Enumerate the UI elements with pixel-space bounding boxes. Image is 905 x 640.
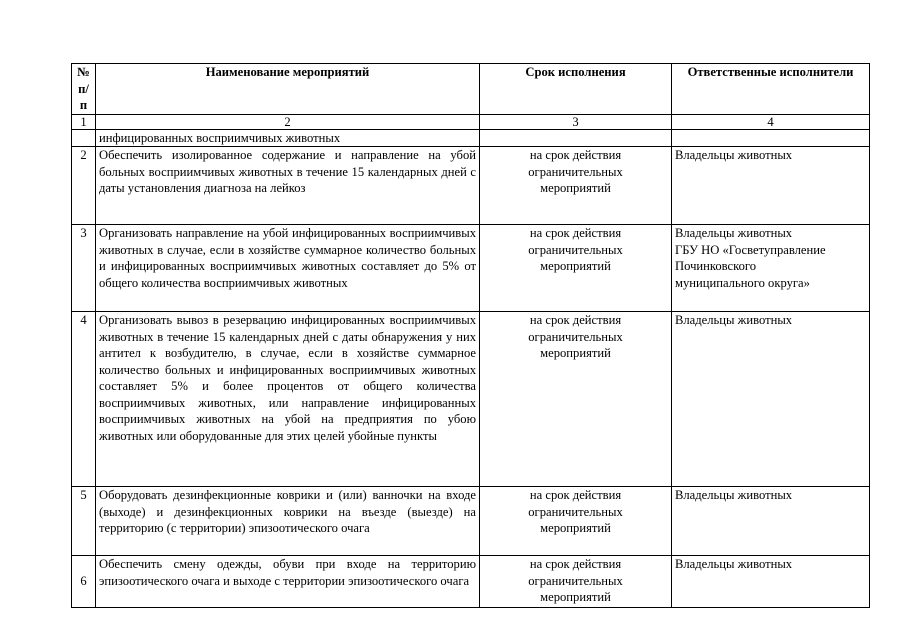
header-num: № п/п [72, 64, 96, 115]
row-num: 2 [72, 147, 96, 225]
continuation-row [72, 129, 870, 147]
responsible-line: муниципального округа» [675, 275, 810, 290]
header-name: Наименование мероприятий [96, 64, 480, 115]
row-responsible [672, 487, 870, 556]
responsible-line: ГБУ НО «Госветуправление [675, 242, 826, 257]
deadline-line: ограничительных [528, 504, 623, 519]
row-responsible [672, 556, 870, 608]
row-num: 5 [72, 487, 96, 556]
row-deadline [480, 225, 672, 312]
row-responsible [672, 312, 870, 487]
row-num: 6 [72, 556, 96, 608]
row-deadline [480, 487, 672, 556]
table-row [72, 312, 870, 487]
deadline-line: на срок действия [529, 226, 622, 240]
row-deadline [480, 312, 672, 487]
continuation-text: инфицированных восприимчивых животных [96, 129, 480, 147]
deadline-line: на срок действия [529, 313, 622, 327]
column-index: 4 [672, 114, 870, 129]
header-deadline: Срок исполнения [480, 64, 672, 115]
column-index: 3 [480, 114, 672, 129]
row-measure-name: Организовать вывоз в резервацию инфицированных восприимчивых животных в течение 15 календарных дней с даты обнаружения у них антител к возбудителю, в случае, если в хозяйстве суммарное количество больных и инфицированных восприимчивых животных составляет 5% и более процентов от общего количества восприимчивых животных, или направление инфицированных восприимчивых животных на убой на предприятия по убою животных или оборудованные для этих целей убойные пункты [96, 312, 480, 487]
deadline-line: ограничительных [528, 164, 623, 179]
deadline-line: на срок действия [529, 488, 622, 502]
responsible-line: Владельцы животных [675, 557, 793, 571]
responsible-line: Владельцы животных [675, 313, 793, 327]
deadline-line: мероприятий [540, 181, 611, 195]
column-index: 2 [96, 114, 480, 129]
column-index-row [72, 114, 870, 129]
deadline-line: мероприятий [540, 521, 611, 535]
row-measure-name: Организовать направление на убой инфицированных восприимчивых животных в случае, если в хозяйстве суммарное количество больных и инфицированных восприимчивых животных составляет до 5% от общего количества восприимчивых животных [96, 225, 480, 312]
row-measure-name: Обеспечить изолированное содержание и направление на убой больных восприимчивых животных в течение 15 календарных дней с даты установления диагноза на лейкоз [96, 147, 480, 225]
deadline-line: мероприятий [540, 259, 611, 273]
column-index: 1 [72, 114, 96, 129]
continuation-responsible [672, 129, 870, 147]
responsible-line: Владельцы животных [675, 148, 793, 162]
row-deadline [480, 147, 672, 225]
deadline-line: на срок действия [529, 557, 622, 571]
deadline-line: ограничительных [528, 573, 623, 588]
continuation-deadline [480, 129, 672, 147]
table-header-row [72, 64, 870, 115]
measures-table [71, 63, 870, 608]
row-responsible [672, 147, 870, 225]
table-row [72, 556, 870, 608]
row-num: 4 [72, 312, 96, 487]
row-measure-name: Обеспечить смену одежды, обуви при входе на территорию эпизоотического очага и выходе с территории эпизоотического очага [96, 556, 480, 608]
row-deadline [480, 556, 672, 608]
table-row [72, 487, 870, 556]
deadline-line: ограничительных [528, 329, 623, 344]
deadline-line: мероприятий [540, 590, 611, 604]
row-num: 3 [72, 225, 96, 312]
table-row [72, 225, 870, 312]
responsible-line: Починковского [675, 259, 757, 273]
row-responsible [672, 225, 870, 312]
table-row [72, 147, 870, 225]
continuation-num [72, 129, 96, 147]
responsible-line: Владельцы животных [675, 488, 793, 502]
header-responsible: Ответственные исполнители [672, 64, 870, 115]
responsible-line: Владельцы животных [675, 226, 793, 240]
row-measure-name: Оборудовать дезинфекционные коврики и (или) ванночки на входе (выходе) и дезинфекционных коврики на въезде (выезде) на территорию (с территории) эпизоотического очага [96, 487, 480, 556]
deadline-line: ограничительных [528, 242, 623, 257]
deadline-line: мероприятий [540, 346, 611, 360]
deadline-line: на срок действия [529, 148, 622, 162]
